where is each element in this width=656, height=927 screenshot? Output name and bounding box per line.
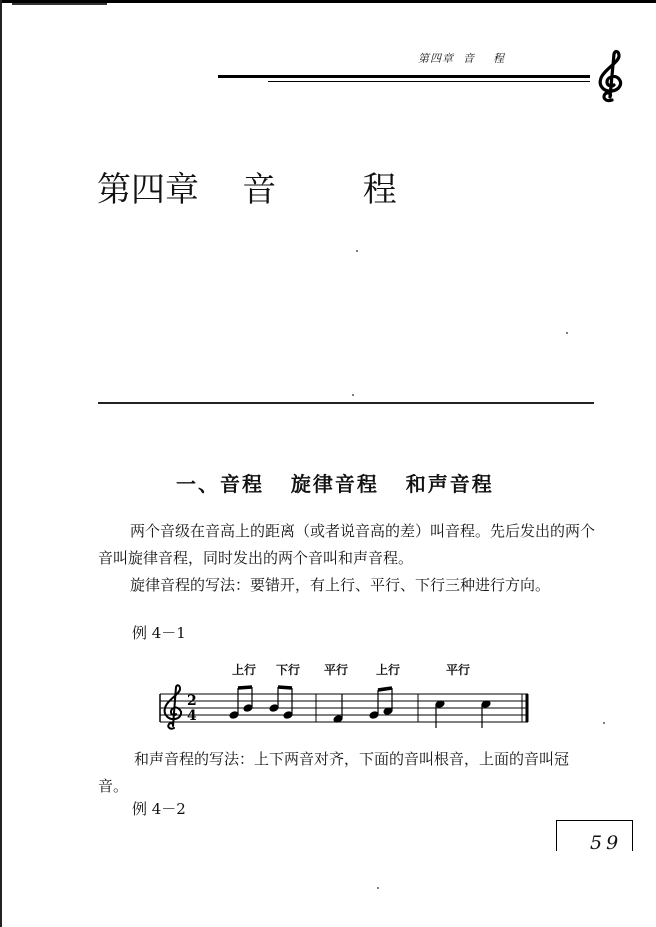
motion-label: 平行 — [324, 663, 349, 677]
note-beam — [278, 687, 292, 688]
section-rule — [98, 402, 594, 404]
note-beam — [378, 688, 392, 690]
chapter-title: 第四章 音 程 — [97, 170, 397, 210]
running-header: 第四章 音 程 — [418, 52, 505, 65]
header-rule — [218, 75, 590, 78]
note-quarter — [333, 694, 343, 723]
section-heading: 一、音程 旋律音程 和声音程 — [176, 472, 494, 496]
note-group-down — [269, 687, 293, 719]
print-speck — [352, 394, 354, 396]
body-paragraph: 旋律音程的写法：要错开，有上行、平行、下行三种进行方向。 — [130, 576, 551, 594]
motion-label: 上行 — [232, 663, 257, 677]
motion-label: 下行 — [276, 663, 301, 677]
body-paragraph: 两个音级在音高上的距离（或者说音高的差）叫音程。先后发出的两个音叫旋律音程，同时发出的两个音叫和声音程。 — [98, 522, 596, 567]
print-speck — [356, 250, 358, 252]
body-paragraph: 和声音程的写法：上下两音对齐，下面的音叫根音，上面的音叫冠音。 — [98, 750, 570, 795]
page-number: 59 — [590, 832, 623, 854]
print-speck — [377, 887, 379, 889]
music-staff — [150, 682, 535, 732]
print-speck — [566, 332, 568, 334]
header-rule-thin — [268, 81, 590, 82]
top-corner-mark — [12, 3, 107, 5]
time-signature-bottom: 4 — [187, 708, 197, 724]
staff-lines — [160, 694, 528, 722]
print-speck — [603, 722, 605, 724]
note-beam — [238, 687, 252, 688]
note-group-up — [229, 687, 253, 719]
time-signature-top: 2 — [187, 693, 197, 709]
treble-clef-icon — [588, 48, 634, 104]
note-quarter — [481, 700, 491, 728]
note-quarter — [435, 700, 445, 728]
example-label: 例 4－1 — [132, 624, 186, 642]
motion-label: 平行 — [446, 663, 471, 677]
left-page-edge — [0, 0, 2, 927]
example-label: 例 4－2 — [132, 800, 186, 818]
motion-label: 上行 — [376, 663, 401, 677]
